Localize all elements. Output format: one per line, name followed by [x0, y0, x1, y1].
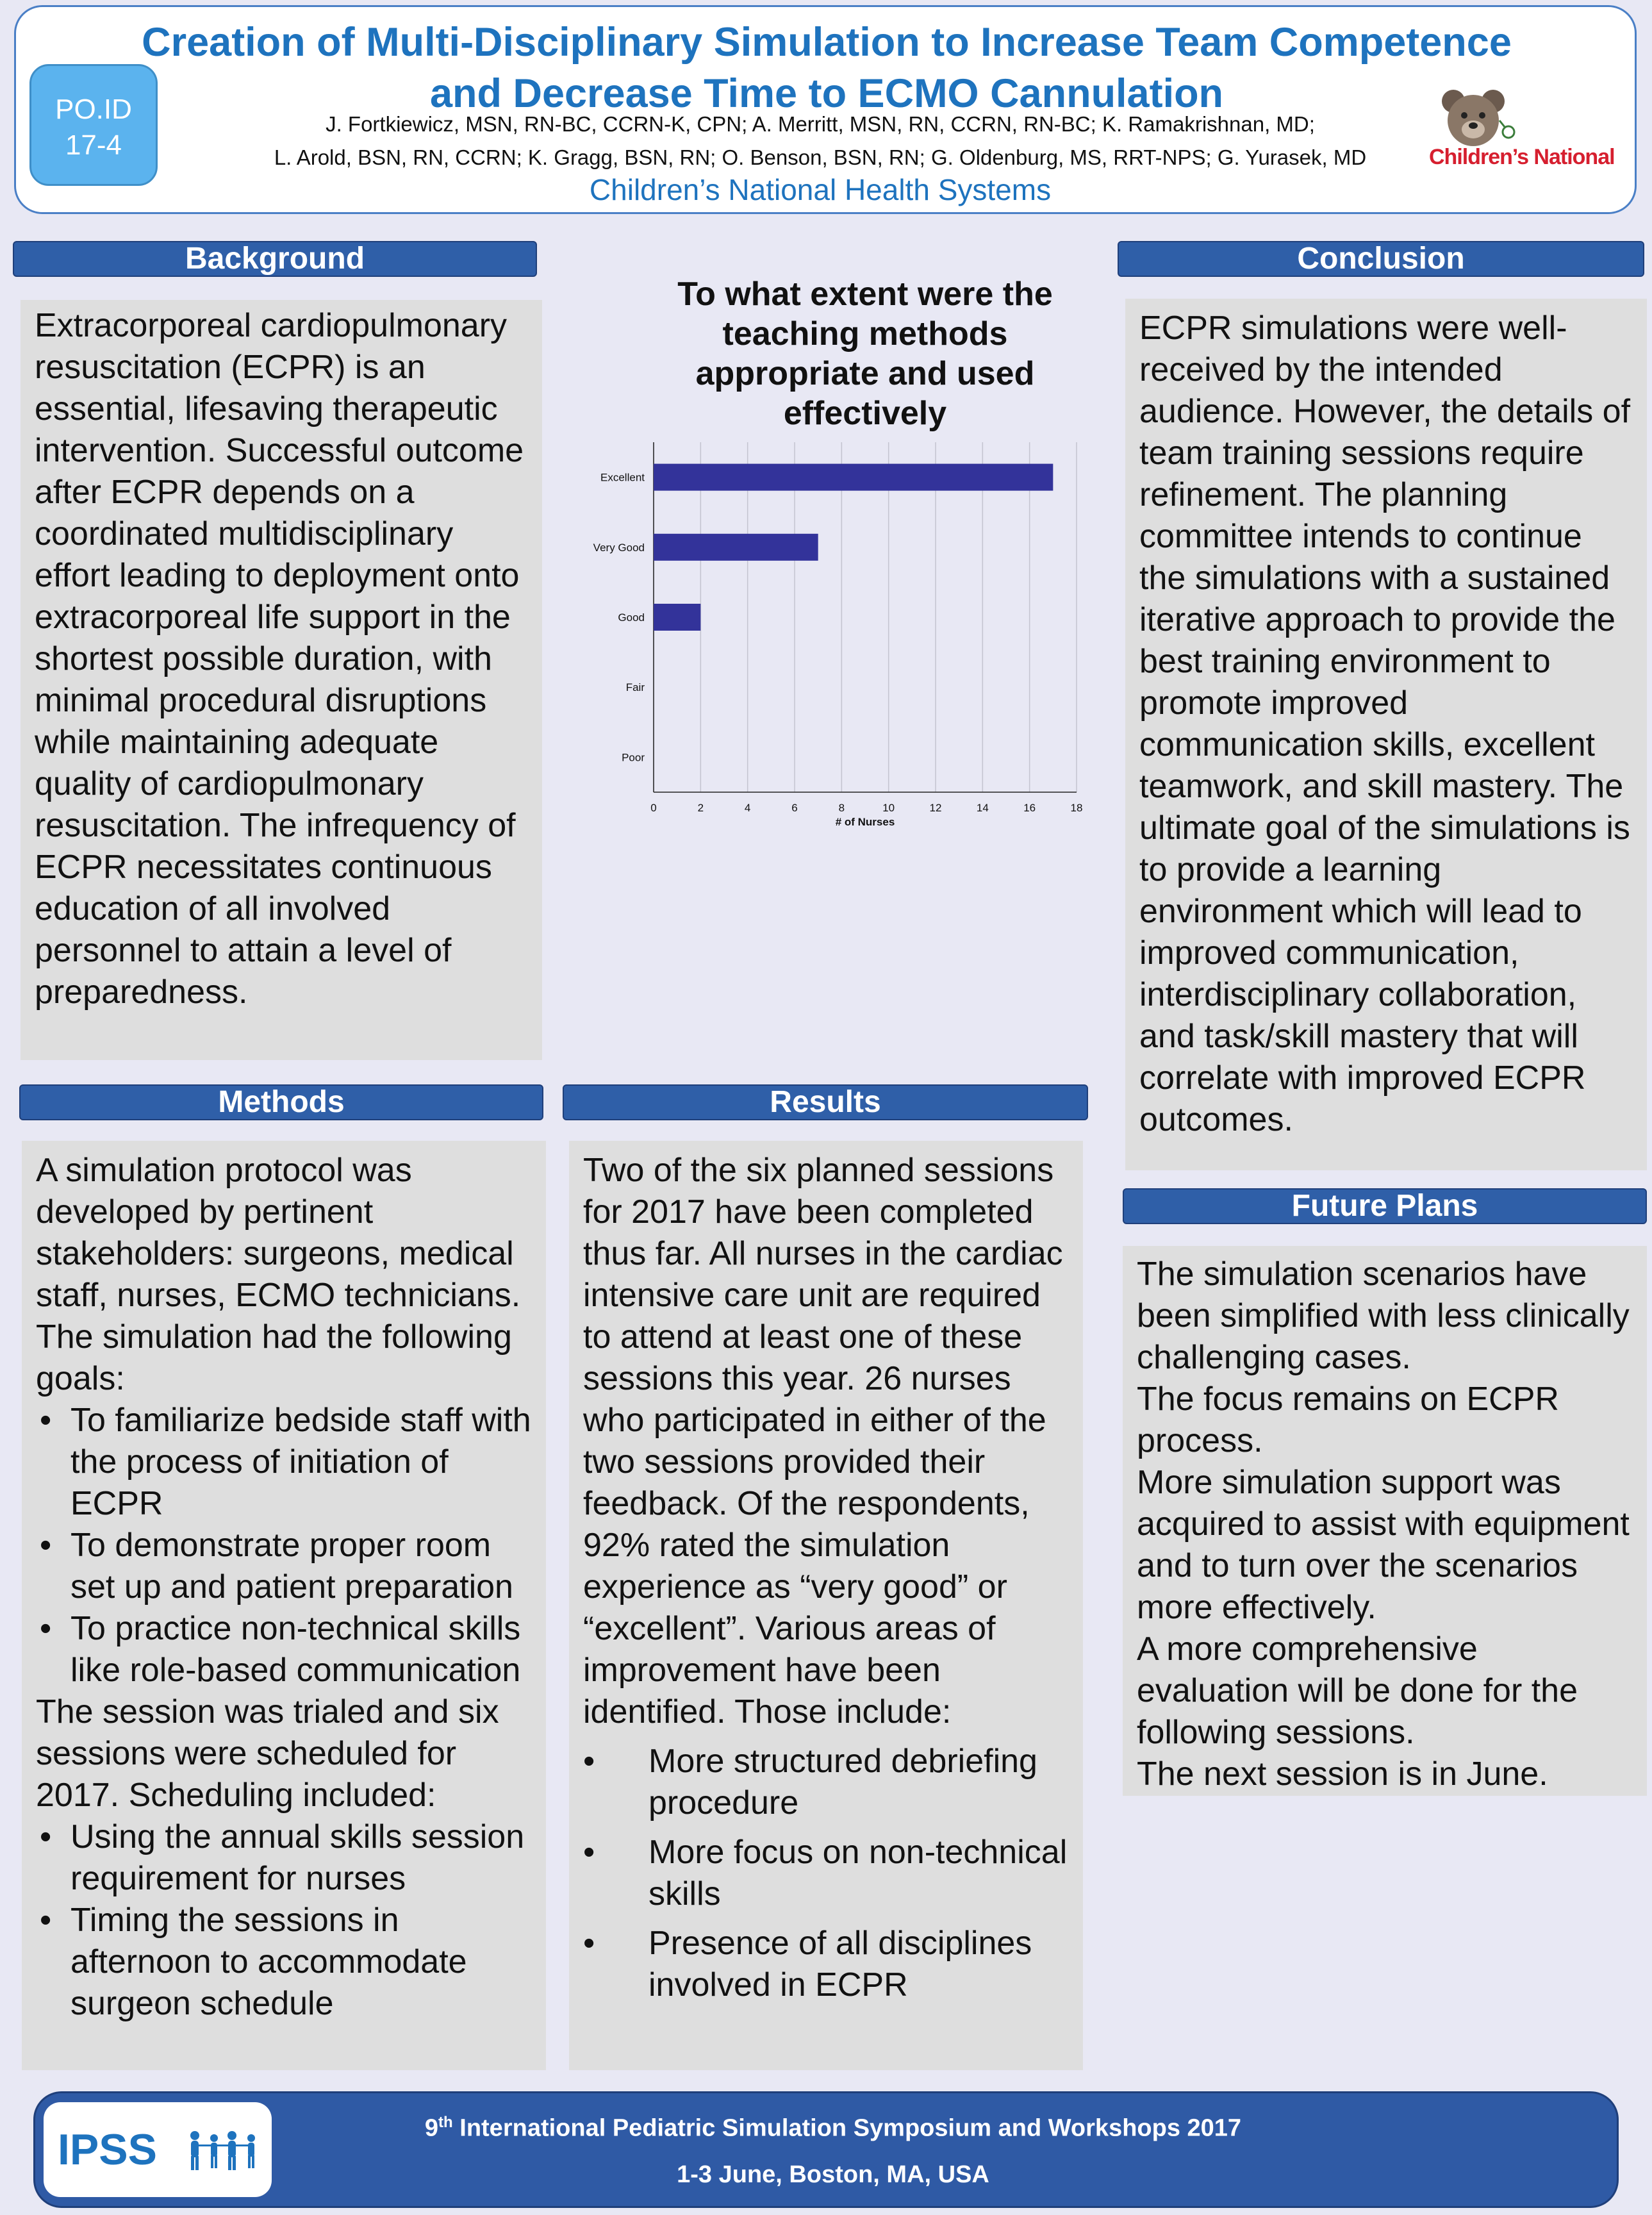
category-label: Excellent: [600, 471, 645, 484]
list-item: • To demonstrate proper room set up and patient preparation: [36, 1525, 532, 1608]
future-plans-section: [1123, 1246, 1647, 1796]
methods-heading: Methods: [19, 1084, 543, 1120]
background-text: Extracorporeal cardiopulmonary resuscitation (ECPR) is an essential, lifesaving therapeutic intervention. Successful outcome after ECPR depends on a coordinated multidisciplinary effort leading to deployment onto extracorporeal life support in the shortest possible duration, with minimal procedural disruptions while maintaining adequate quality of cardiopulmonary resuscitation. The infrequency of ECPR necessitates continuous education of all involved personnel to attain a level of preparedness.: [35, 307, 524, 1011]
conference-dates: 1-3 June, Boston, MA, USA: [677, 2161, 989, 2188]
list-item: • Using the annual skills session requirement for nurses: [36, 1816, 532, 1900]
x-tick-label: 6: [791, 802, 798, 814]
poster-id-badge: [29, 64, 158, 186]
conference-name: [282, 2114, 1384, 2143]
title-line-2: and Decrease Time to ECMO Cannulation: [429, 71, 1224, 116]
institution: Children’s National Health Systems: [589, 173, 1052, 206]
category-label: Very Good: [593, 541, 645, 554]
poster-title: [38, 17, 1615, 119]
category-label: Good: [618, 611, 645, 624]
x-tick-label: 16: [1023, 802, 1036, 814]
authors-line-1: J. Fortkiewicz, MSN, RN-BC, CCRN-K, CPN; A. Merritt, MSN, RN, CCRN, RN-BC; K. Ramakrishnan, MD;: [326, 112, 1315, 136]
childrens-national-logo: [1424, 83, 1629, 179]
bar-excellent: [654, 464, 1053, 491]
conclusion-text: ECPR simulations were well-received by the intended audience. However, the details of team training sessions require refinement. The planning committee intends to continue the simulations with a sustained iterative approach to provide the best training environment to promote improved communication skills, excellent teamwork, and skill mastery. The ultimate goal of the simulations is to provide a learning environment which will lead to improved communication, interdisciplinary collaboration, and task/skill mastery that will correlate with improved ECPR outcomes.: [1139, 310, 1631, 1138]
ordinal-suffix: th: [438, 2114, 453, 2131]
poster-id-label: PO.ID: [55, 94, 132, 125]
authors-line-2: L. Arold, BSN, RN, CCRN; K. Gragg, BSN, RN; O. Benson, BSN, RN; G. Oldenburg, MS, RRT-NPS; G. Yurasek, MD: [274, 145, 1367, 169]
future-plans-line: More simulation support was acquired to assist with equipment and to turn over the scenarios more effectively.: [1137, 1464, 1630, 1626]
results-text: Two of the six planned sessions for 2017 have been completed thus far. All nurses in the cardiac intensive care unit are required to attend at least one of these sessions this year. 26 nurses who participated in either of the two sessions provided their feedback. Of the respondents, 92% rated the simulation experience as “very good” or “excellent”. Various areas of improvement have been identified. Those include:: [583, 1152, 1063, 1730]
x-tick-label: 2: [697, 802, 704, 814]
people-group-icon: [186, 2128, 265, 2174]
methods-schedule-list: [36, 1816, 532, 2025]
conference-title: International Pediatric Simulation Symposium and Workshops 2017: [452, 2114, 1242, 2142]
future-plans-line: The simulation scenarios have been simplified with less clinically challenging cases.: [1137, 1256, 1630, 1376]
bar-chart-svg: [577, 442, 1102, 840]
poster-id-number: 17-4: [65, 129, 122, 161]
list-item: • Presence of all disciplines involved in ECPR: [583, 1923, 1069, 2006]
conclusion-section: [1125, 299, 1647, 1170]
chart-title: To what extent were the teaching methods appropriate and used effectively: [677, 276, 1053, 432]
future-plans-heading: Future Plans: [1123, 1188, 1647, 1224]
list-item: • More focus on non-technical skills: [583, 1832, 1069, 1915]
methods-goals-list: [36, 1400, 532, 1691]
teddy-bear-icon: [1438, 87, 1521, 149]
x-tick-label: 0: [650, 802, 657, 814]
x-tick-label: 10: [882, 802, 895, 814]
list-item: • To practice non-technical skills like role-based communication: [36, 1608, 532, 1691]
author-list: [192, 108, 1448, 174]
x-axis-label: # of Nurses: [835, 816, 895, 828]
x-tick-label: 12: [929, 802, 942, 814]
methods-intro: A simulation protocol was developed by pertinent stakeholders: surgeons, medical staff, nurses, ECMO technicians. The simulation had the following goals:: [36, 1152, 521, 1397]
ipss-wordmark: IPSS: [58, 2125, 157, 2174]
x-tick-label: 14: [976, 802, 989, 814]
conclusion-heading: Conclusion: [1118, 241, 1644, 277]
bar-very-good: [654, 534, 818, 561]
ipss-logo: [44, 2102, 272, 2197]
results-heading: Results: [563, 1084, 1088, 1120]
bar-good: [654, 604, 700, 631]
background-heading: Background: [13, 241, 537, 277]
future-plans-line: A more comprehensive evaluation will be done for the following sessions.: [1137, 1630, 1578, 1751]
list-item: • Timing the sessions in afternoon to accommodate surgeon schedule: [36, 1900, 532, 2025]
background-section: [21, 300, 542, 1060]
future-plans-line: The next session is in June.: [1137, 1755, 1548, 1793]
future-plans-line: The focus remains on ECPR process.: [1137, 1381, 1559, 1459]
x-tick-label: 4: [744, 802, 751, 814]
methods-schedule-intro: The session was trialed and six sessions were scheduled for 2017. Scheduling included:: [36, 1693, 499, 1814]
conference-edition: 9: [424, 2114, 439, 2142]
results-section: [569, 1141, 1083, 2070]
title-line-1: Creation of Multi-Disciplinary Simulation to Increase Team Competence: [142, 20, 1512, 65]
results-improvement-list: [583, 1741, 1069, 2006]
teaching-methods-chart: [577, 442, 1102, 840]
category-label: Fair: [625, 681, 645, 694]
list-item: • To familiarize bedside staff with the process of initiation of ECPR: [36, 1400, 532, 1525]
x-tick-label: 8: [838, 802, 845, 814]
category-label: Poor: [622, 751, 645, 764]
logo-wordmark: Children’s National: [1429, 145, 1615, 169]
x-tick-label: 18: [1070, 802, 1083, 814]
methods-section: [22, 1141, 546, 2070]
list-item: • More structured debriefing procedure: [583, 1741, 1069, 1824]
